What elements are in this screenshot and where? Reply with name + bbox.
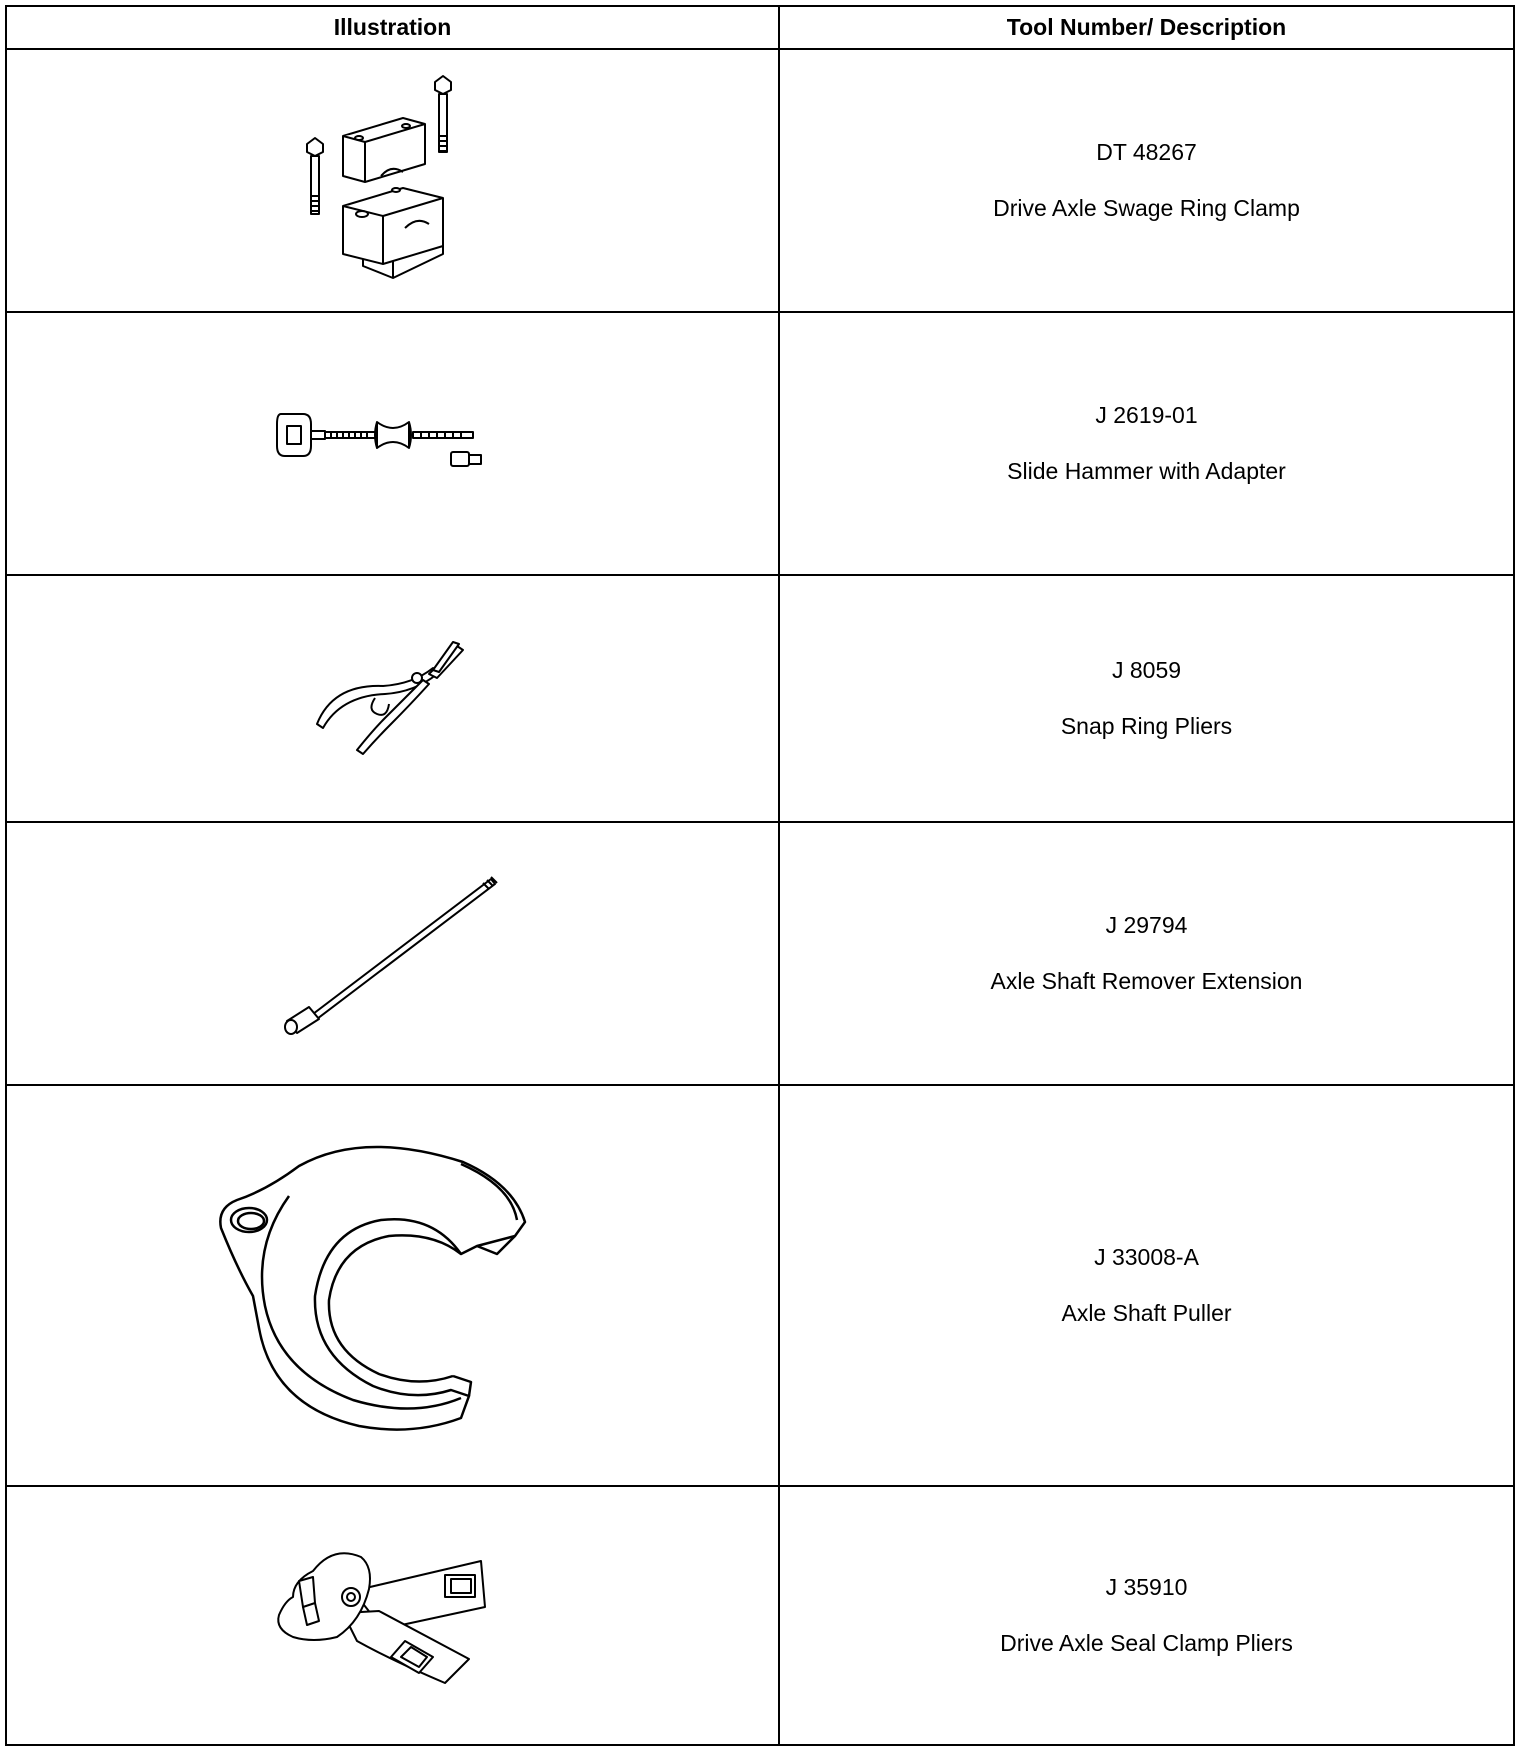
table-row [6, 312, 1514, 575]
tool-description-cell [779, 575, 1514, 822]
illustration-cell [6, 312, 779, 575]
swage-ring-clamp-icon [293, 66, 493, 296]
tool-number: J 35910 [1105, 1574, 1188, 1600]
header-illustration: Illustration [6, 6, 779, 49]
tool-number: J 33008-A [1094, 1244, 1199, 1270]
table-row [6, 575, 1514, 822]
tool-description-cell [779, 1486, 1514, 1745]
illustration-cell [6, 49, 779, 312]
axle-shaft-puller-icon [213, 1136, 573, 1436]
snap-ring-pliers-icon [313, 634, 473, 764]
tool-description-cell [779, 312, 1514, 575]
tool-description: Drive Axle Seal Clamp Pliers [1000, 1630, 1293, 1656]
tool-number: J 8059 [1111, 657, 1182, 683]
tool-description-cell [779, 1085, 1514, 1486]
tool-description: Slide Hammer with Adapter [1007, 458, 1286, 484]
seal-clamp-pliers-icon [273, 1541, 513, 1691]
tool-number: J 2619-01 [1095, 402, 1198, 428]
remover-extension-icon [273, 869, 513, 1039]
special-tools-table [5, 5, 1515, 1746]
table-row [6, 1486, 1514, 1745]
tool-description: Snap Ring Pliers [1060, 713, 1233, 739]
illustration-cell [6, 1486, 779, 1745]
tool-description: Axle Shaft Puller [1061, 1300, 1232, 1326]
slide-hammer-icon [273, 404, 513, 484]
table-row [6, 822, 1514, 1085]
tool-description-cell [779, 49, 1514, 312]
illustration-cell [6, 575, 779, 822]
tool-description-cell [779, 822, 1514, 1085]
tool-description: Axle Shaft Remover Extension [990, 968, 1303, 994]
table-header-row [6, 6, 1514, 49]
table-row [6, 1085, 1514, 1486]
illustration-cell [6, 822, 779, 1085]
tool-number: J 29794 [1105, 912, 1188, 938]
special-tools-table-container [5, 5, 1513, 1743]
tool-description: Drive Axle Swage Ring Clamp [993, 195, 1300, 221]
header-tool-description: Tool Number/ Description [779, 6, 1514, 49]
tool-number: DT 48267 [1096, 139, 1197, 165]
illustration-cell [6, 1085, 779, 1486]
table-row [6, 49, 1514, 312]
